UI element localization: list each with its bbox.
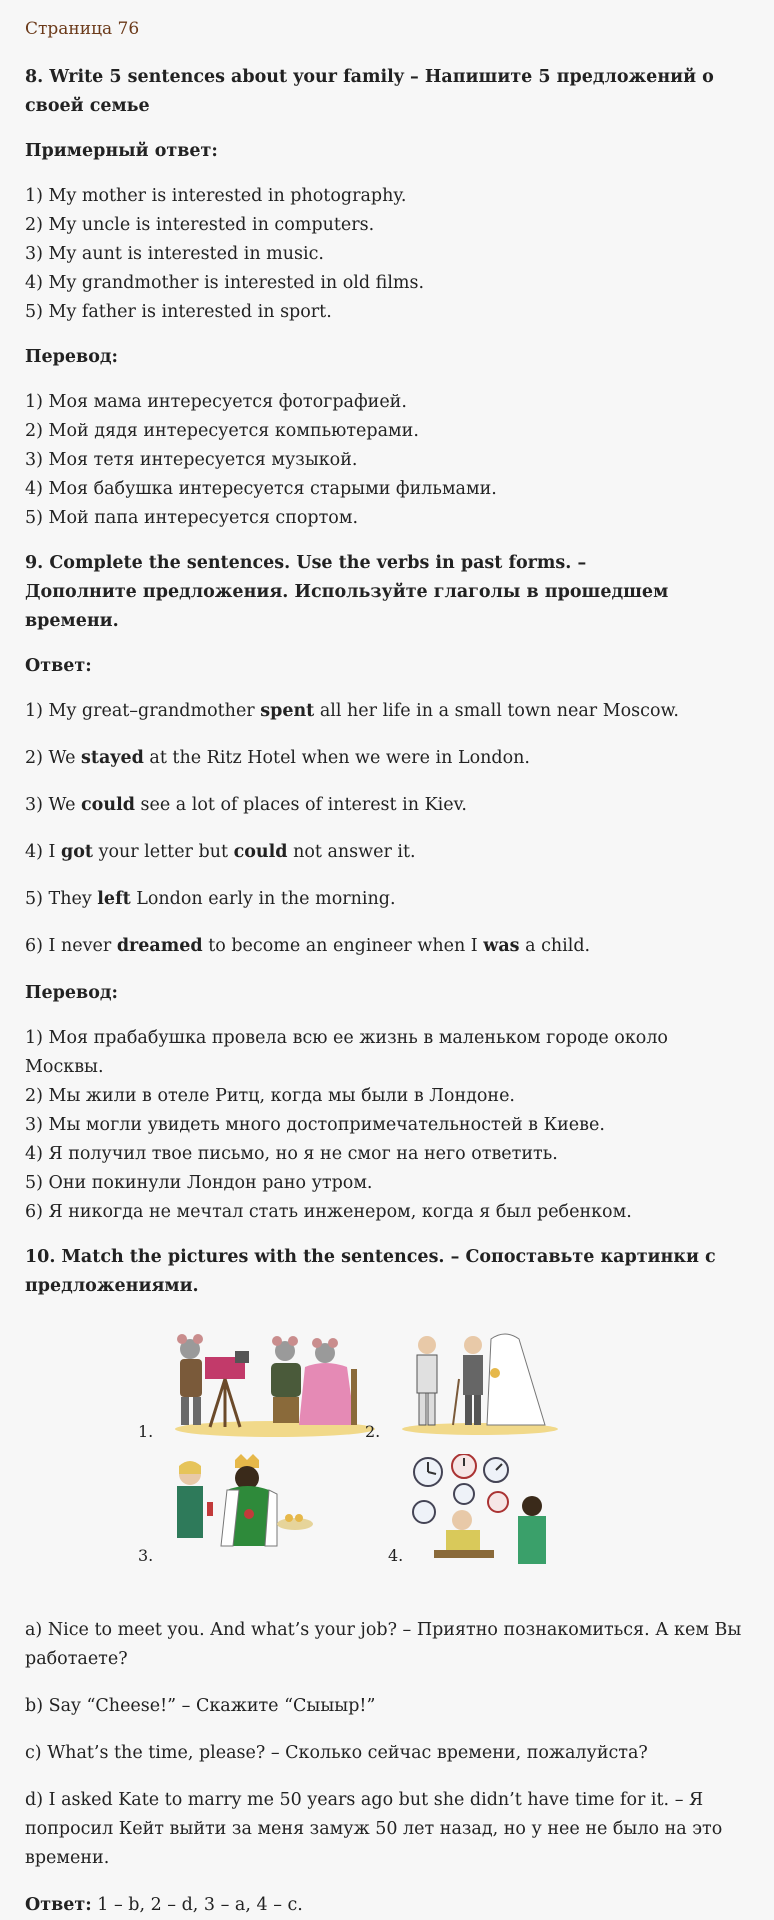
list-item: 4) My grandmother is interested in old films. [25, 273, 425, 293]
ex9-translations [25, 1024, 749, 1227]
picture-number-2: 2. [365, 1422, 381, 1441]
ex10-answer [25, 1891, 749, 1920]
ex10-answer-value: 1 – b, 2 – d, 3 – a, 4 – c. [91, 1895, 303, 1915]
ex10-heading: 10. Match the pictures with the sentences. – Сопоставьте картинки с предложениями. [25, 1247, 716, 1296]
answer-word: got [61, 842, 93, 862]
ex9-sentence-2 [25, 744, 749, 773]
text: at the Ritz Hotel when we were in London. [143, 748, 530, 768]
ex10-sentence-c: c) What’s the time, please? – Сколько сейчас времени, пожалуйста? [25, 1743, 648, 1763]
list-item: 4) Моя бабушка интересуется старыми фильмами. [25, 479, 497, 499]
list-item: 2) Мы жили в отеле Ритц, когда мы были в Лондоне. [25, 1086, 515, 1106]
ex8-answer-label: Примерный ответ: [25, 141, 218, 161]
ex10-answer-label: Ответ: [25, 1895, 92, 1915]
text: 2) We [25, 748, 82, 768]
text: 3) We [25, 795, 82, 815]
ex8-answers [25, 182, 749, 327]
list-item: 6) Я никогда не мечтал стать инженером, когда я был ребенком. [25, 1202, 632, 1222]
text: all her life in a small town near Moscow. [314, 701, 679, 721]
picture-number-1: 1. [138, 1422, 154, 1441]
answer-word: could [81, 795, 135, 815]
ex9-translation-label: Перевод: [25, 983, 118, 1003]
list-item: 4) Я получил твое письмо, но я не смог на него ответить. [25, 1144, 558, 1164]
list-item: 1) Моя мама интересуется фотографией. [25, 392, 407, 412]
text: 1) My great–grandmother [25, 701, 261, 721]
list-item: 5) Они покинули Лондон рано утром. [25, 1173, 373, 1193]
picture-wedding [395, 1329, 560, 1439]
answer-word: was [483, 936, 520, 956]
picture-number-4: 4. [388, 1546, 404, 1565]
ex10-sentence-a: a) Nice to meet you. And what’s your job? – Приятно познакомиться. А кем Вы работаете? [25, 1620, 742, 1669]
answer-word: stayed [81, 748, 144, 768]
answer-word: could [233, 842, 288, 862]
list-item: 3) Моя тетя интересуется музыкой. [25, 450, 358, 470]
list-item: 5) Мой папа интересуется спортом. [25, 508, 359, 528]
text: see a lot of places of interest in Kiev. [134, 795, 467, 815]
answer-word: left [97, 889, 131, 909]
answer-word: spent [260, 701, 315, 721]
ex9-sentence-1 [25, 697, 749, 726]
text: London early in the morning. [130, 889, 396, 909]
ex9-sentence-6 [25, 932, 749, 961]
list-item: 5) My father is interested in sport. [25, 302, 332, 322]
text: your letter but [93, 842, 234, 862]
list-item: 1) My mother is interested in photography. [25, 186, 407, 206]
ex8-translation-label: Перевод: [25, 347, 118, 367]
list-item: 1) Моя прабабушка провела всю ее жизнь в маленьком городе около Москвы. [25, 1028, 668, 1077]
ex9-answer-label: Ответ: [25, 656, 92, 676]
ex9-heading [25, 549, 749, 636]
ex10-pictures [25, 1309, 749, 1594]
text: not answer it. [287, 842, 416, 862]
ex8-heading: 8. Write 5 sentences about your family – Напишите 5 предложений о своей семье [25, 67, 714, 116]
picture-mice-photographer [165, 1329, 380, 1439]
answer-word: dreamed [116, 936, 203, 956]
picture-number-3: 3. [138, 1546, 154, 1565]
list-item: 3) Мы могли увидеть много достопримечательностей в Киеве. [25, 1115, 605, 1135]
list-item: 3) My aunt is interested in music. [25, 244, 324, 264]
text: 6) I never [25, 936, 117, 956]
ex9-heading-line1: 9. Complete the sentences. Use the verbs in past forms. – [25, 553, 587, 573]
ex10-sentence-d: d) I asked Kate to marry me 50 years ago but she didn’t have time for it. – Я попросил Кейт выйти за меня замуж 50 лет назад, но у нее не было на это времени. [25, 1790, 723, 1868]
ex9-sentence-3 [25, 791, 749, 820]
ex8-translations [25, 388, 749, 533]
ex10-sentence-b: b) Say “Cheese!” – Скажите “Сыыыр!” [25, 1696, 376, 1716]
page-number: Страница 76 [25, 19, 140, 39]
ex9-sentence-5 [25, 885, 749, 914]
text: to become an engineer when I [202, 936, 484, 956]
ex9-heading-line2: Дополните предложения. Используйте глаголы в прошедшем времени. [25, 582, 669, 631]
picture-clocks [410, 1454, 560, 1569]
text: a child. [519, 936, 591, 956]
text: 5) They [25, 889, 98, 909]
list-item: 2) Мой дядя интересуется компьютерами. [25, 421, 419, 441]
text: 4) I [25, 842, 61, 862]
ex9-sentence-4 [25, 838, 749, 867]
list-item: 2) My uncle is interested in computers. [25, 215, 375, 235]
picture-king [165, 1454, 315, 1564]
